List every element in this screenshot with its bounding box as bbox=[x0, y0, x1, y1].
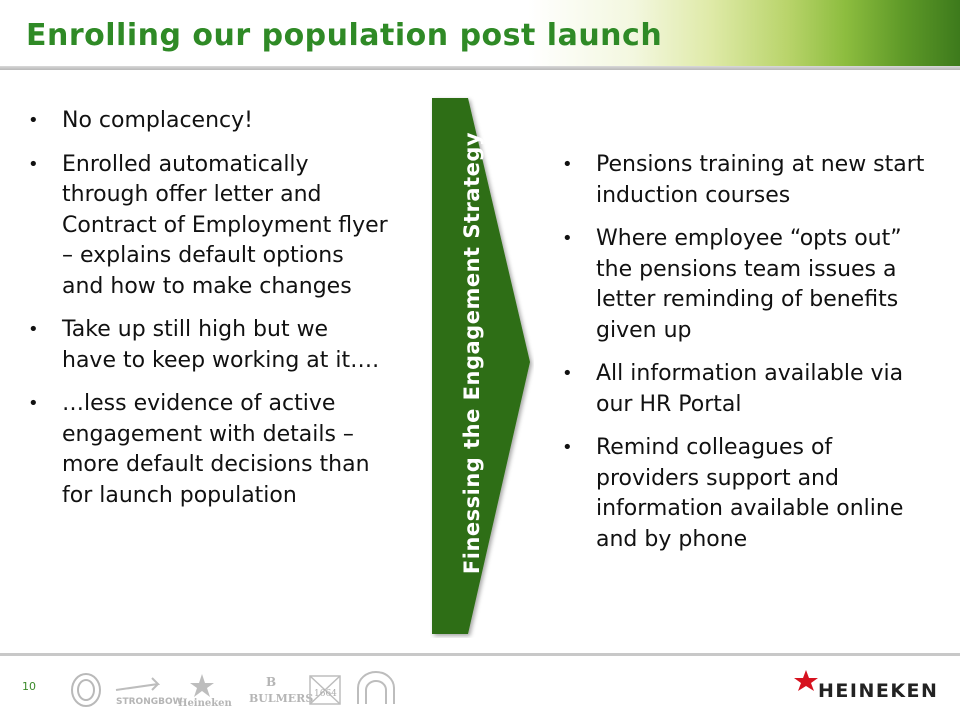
bullet-text: All information available via our HR Portal bbox=[596, 361, 904, 417]
kronenbourg-1664-logo-icon bbox=[310, 676, 340, 704]
list-item bbox=[560, 224, 928, 346]
bullet-icon: • bbox=[28, 319, 39, 340]
badge-logo-icon bbox=[358, 672, 394, 704]
svg-text:1664: 1664 bbox=[314, 689, 337, 699]
svg-text:B: B bbox=[266, 675, 277, 689]
arrow-label: Finessing the Engagement Strategy bbox=[460, 131, 484, 575]
bullet-text: No complacency! bbox=[62, 108, 253, 133]
bullet-icon: • bbox=[562, 437, 573, 458]
bullet-icon: • bbox=[28, 153, 39, 175]
strongbow-logo-icon bbox=[116, 678, 183, 707]
bulmers-logo-icon bbox=[249, 675, 313, 705]
bullet-text: Enrolled automatically through offer letter and Contract of Employment flyer – explains default options and how to make changes bbox=[62, 151, 388, 299]
footer-divider bbox=[0, 653, 960, 656]
list-item bbox=[560, 150, 928, 211]
list-item bbox=[26, 150, 388, 303]
bullet-text: Take up still high but we have to keep working at it…. bbox=[62, 317, 380, 373]
bullet-text: …less evidence of active engagement with details – more default decisions than for launch population bbox=[62, 391, 370, 508]
bullet-text: Where employee “opts out” the pensions team issues a letter reminding of benefits given up bbox=[596, 226, 902, 343]
heineken-logo: HEINEKEN bbox=[818, 680, 939, 702]
slide-title: Enrolling our population post launch bbox=[26, 18, 663, 53]
crest-logo-icon bbox=[72, 674, 100, 706]
bullet-icon: • bbox=[28, 110, 39, 131]
bullet-icon: • bbox=[562, 228, 573, 249]
list-item bbox=[26, 389, 388, 511]
svg-text:Heineken: Heineken bbox=[178, 698, 232, 709]
page-number: 10 bbox=[22, 680, 36, 693]
bullet-text: Remind colleagues of providers support and information available online and by phone bbox=[596, 435, 904, 552]
brand-logos bbox=[66, 670, 406, 710]
svg-text:STRONGBOW: STRONGBOW bbox=[116, 697, 183, 707]
list-item bbox=[560, 359, 928, 420]
bullet-text: Pensions training at new start induction courses bbox=[596, 152, 925, 208]
bullet-icon: • bbox=[562, 363, 573, 384]
heineken-star-logo-icon bbox=[178, 674, 233, 709]
left-bullet-list bbox=[26, 106, 388, 524]
list-item bbox=[26, 106, 388, 137]
svg-text:BULMERS: BULMERS bbox=[249, 692, 314, 705]
bullet-icon: • bbox=[28, 393, 39, 414]
list-item bbox=[26, 315, 388, 376]
list-item bbox=[560, 433, 928, 555]
right-bullet-list bbox=[560, 150, 928, 568]
bullet-icon: • bbox=[562, 154, 573, 175]
